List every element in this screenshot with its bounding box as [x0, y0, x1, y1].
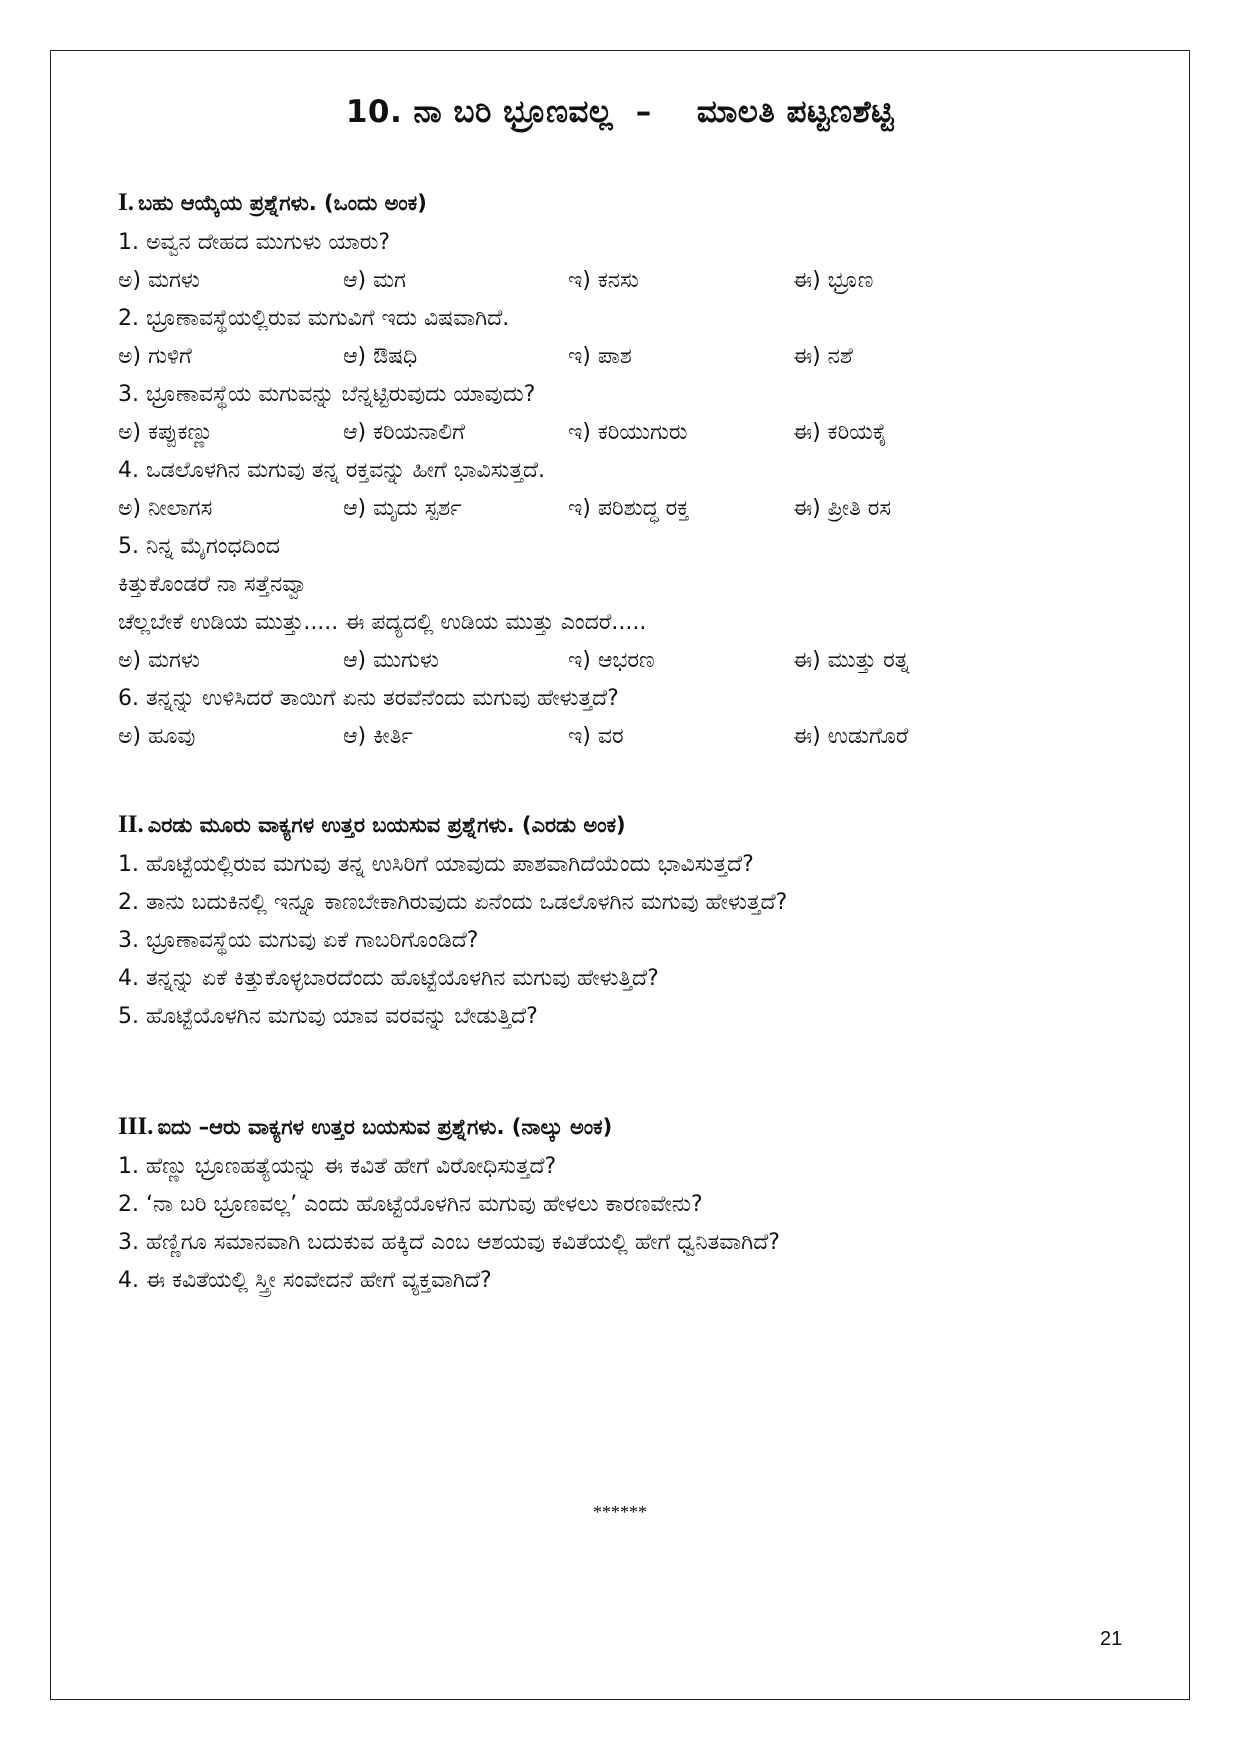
- page-title: 10. ನಾ ಬರಿ ಭ್ರೂಣವಲ್ಲ – ಮಾಲತಿ ಪಟ್ಟಣಶೆಟ್ಟಿ: [345, 94, 895, 130]
- question-2-4: 4. ತನ್ನನ್ನು ಏಕೆ ಕಿತ್ತುಕೊಳ್ಳಬಾರದೆಂದು ಹೊಟ್ಟೆಯೊಳಗಿನ ಮಗುವು ಹೇಳುತ್ತಿದೆ?: [118, 966, 659, 991]
- question-2-3: 3. ಭ್ರೂಣಾವಸ್ಥೆಯ ಮಗುವು ಏಕೆ ಗಾಬರಿಗೊಂಡಿದೆ?: [118, 928, 479, 953]
- question-1-2: 2. ಭ್ರೂಣಾವಸ್ಥೆಯಲ್ಲಿರುವ ಮಗುವಿಗೆ ಇದು ವಿಷವಾಗಿದೆ.: [118, 306, 510, 331]
- question-2-5: 5. ಹೊಟ್ಟೆಯೊಳಗಿನ ಮಗುವು ಯಾವ ವರವನ್ನು ಬೇಡುತ್ತಿದೆ?: [118, 1004, 538, 1029]
- option-a: ಅ) ಹೂವು: [118, 724, 196, 749]
- question-3-2: 2. ‘ನಾ ಬರಿ ಭ್ರೂಣವಲ್ಲ’ ಎಂದು ಹೊಟ್ಟೆಯೊಳಗಿನ ಮಗುವು ಹೇಳಲು ಕಾರಣವೇನು?: [118, 1192, 703, 1217]
- option-b: ಆ) ಮುಗುಳು: [343, 648, 439, 673]
- question-1-4-options: [118, 494, 1118, 524]
- option-a: ಅ) ಗುಳಿಗೆ: [118, 344, 192, 369]
- option-c: ಇ) ಕರಿಯುಗುರು: [568, 420, 688, 445]
- option-b: ಆ) ಕೀರ್ತಿ: [343, 724, 413, 749]
- question-1-5-line-2: ಕಿತ್ತುಕೊಂಡರೆ ನಾ ಸತ್ತೆನವ್ವಾ: [118, 572, 309, 597]
- section-1-number: I.: [118, 189, 134, 216]
- option-d: ಈ) ಭ್ರೂಣ: [793, 268, 874, 293]
- question-2-1: 1. ಹೊಟ್ಟೆಯಲ್ಲಿರುವ ಮಗುವು ತನ್ನ ಉಸಿರಿಗೆ ಯಾವುದು ಪಾಶವಾಗಿದೆಯೆಂದು ಭಾವಿಸುತ್ತದೆ?: [118, 852, 754, 877]
- question-1-5-options: [118, 646, 1118, 676]
- question-1-6-options: [118, 722, 1118, 752]
- option-d: ಈ) ನಶೆ: [793, 344, 853, 369]
- option-b: ಆ) ಮಗ: [343, 268, 406, 293]
- option-c: ಇ) ಕನಸು: [568, 268, 639, 293]
- question-1-1-options: [118, 266, 1118, 296]
- option-b: ಆ) ಮೃದು ಸ್ಪರ್ಶ: [343, 496, 462, 521]
- question-1-3: 3. ಭ್ರೂಣಾವಸ್ಥೆಯ ಮಗುವನ್ನು ಬೆನ್ನಟ್ಟಿರುವುದು ಯಾವುದು?: [118, 382, 536, 407]
- option-a: ಅ) ಮಗಳು: [118, 648, 200, 673]
- section-2-title: ಎರಡು ಮೂರು ವಾಕ್ಯಗಳ ಉತ್ತರ ಬಯಸುವ ಪ್ರಶ್ನೆಗಳು. (ಎರಡು ಅಂಕ): [147, 813, 626, 837]
- option-c: ಇ) ವರ: [568, 724, 624, 749]
- option-a: ಅ) ಮಗಳು: [118, 268, 200, 293]
- question-1-5-line-3: ಚೆಲ್ಲಬೇಕೆ ಉಡಿಯ ಮುತ್ತು..... ಈ ಪದ್ಯದಲ್ಲಿ ಉಡಿಯ ಮುತ್ತು ಎಂದರೆ.....: [118, 610, 647, 635]
- option-c: ಇ) ಪಾಶ: [568, 344, 632, 369]
- question-1-4: 4. ಒಡಲೊಳಗಿನ ಮಗುವು ತನ್ನ ರಕ್ತವನ್ನು ಹೀಗೆ ಭಾವಿಸುತ್ತದೆ.: [118, 458, 545, 483]
- section-3-title: ಐದು –ಆರು ವಾಕ್ಯಗಳ ಉತ್ತರ ಬಯಸುವ ಪ್ರಶ್ನೆಗಳು. (ನಾಲ್ಕು ಅಂಕ): [157, 1115, 613, 1139]
- section-3-heading: [118, 1112, 612, 1142]
- page-number: 21: [1100, 1628, 1123, 1650]
- option-d: ಈ) ಕರಿಯಕೈ: [793, 420, 888, 445]
- option-d: ಈ) ಪ್ರೀತಿ ರಸ: [793, 496, 892, 521]
- question-3-3: 3. ಹೆಣ್ಣಿಗೂ ಸಮಾನವಾಗಿ ಬದುಕುವ ಹಕ್ಕಿದೆ ಎಂಬ ಆಶಯವು ಕವಿತೆಯಲ್ಲಿ ಹೇಗೆ ಧ್ವನಿತವಾಗಿದೆ?: [118, 1230, 780, 1255]
- option-a: ಅ) ಕಪ್ಪುಕಣ್ಣು: [118, 420, 214, 445]
- section-1-heading: [118, 188, 427, 218]
- section-1-title: ಬಹು ಆಯ್ಕೆಯ ಪ್ರಶ್ನೆಗಳು. (ಒಂದು ಅಂಕ): [137, 191, 427, 215]
- end-separator: ******: [593, 1502, 647, 1522]
- question-1-3-options: [118, 418, 1118, 448]
- question-3-4: 4. ಈ ಕವಿತೆಯಲ್ಲಿ ಸ್ತ್ರೀ ಸಂವೇದನೆ ಹೇಗೆ ವ್ಯಕ್ತವಾಗಿದೆ?: [118, 1268, 492, 1293]
- question-1-1: 1. ಅವ್ವನ ದೇಹದ ಮುಗುಳು ಯಾರು?: [118, 230, 391, 255]
- option-d: ಈ) ಉಡುಗೊರೆ: [793, 724, 909, 749]
- option-b: ಆ) ಕರಿಯನಾಲಿಗೆ: [343, 420, 465, 445]
- question-1-2-options: [118, 342, 1118, 372]
- question-1-5-line-1: 5. ನಿನ್ನ ಮೈಗಂಧದಿಂದ: [118, 534, 280, 559]
- question-1-6: 6. ತನ್ನನ್ನು ಉಳಿಸಿದರೆ ತಾಯಿಗೆ ಏನು ತರವೆನೆಂದು ಮಗುವು ಹೇಳುತ್ತದೆ?: [118, 686, 619, 711]
- question-3-1: 1. ಹೆಣ್ಣು ಭ್ರೂಣಹತ್ಯೆಯನ್ನು ಈ ಕವಿತೆ ಹೇಗೆ ವಿರೋಧಿಸುತ್ತದೆ?: [118, 1154, 557, 1179]
- question-2-2: 2. ತಾನು ಬದುಕಿನಲ್ಲಿ ಇನ್ನೂ ಕಾಣಬೇಕಾಗಿರುವುದು ಏನೆಂದು ಒಡಲೊಳಗಿನ ಮಗುವು ಹೇಳುತ್ತದೆ?: [118, 890, 788, 915]
- section-3-number: III.: [118, 1113, 154, 1140]
- section-2-number: II.: [118, 811, 144, 838]
- option-a: ಅ) ನೀಲಾಗಸ: [118, 496, 213, 521]
- option-c: ಇ) ಪರಿಶುದ್ಧ ರಕ್ತ: [568, 496, 690, 521]
- option-d: ಈ) ಮುತ್ತು ರತ್ನ: [793, 648, 910, 673]
- section-2-heading: [118, 810, 626, 840]
- option-b: ಆ) ಔಷಧಿ: [343, 344, 418, 369]
- option-c: ಇ) ಆಭರಣ: [568, 648, 655, 673]
